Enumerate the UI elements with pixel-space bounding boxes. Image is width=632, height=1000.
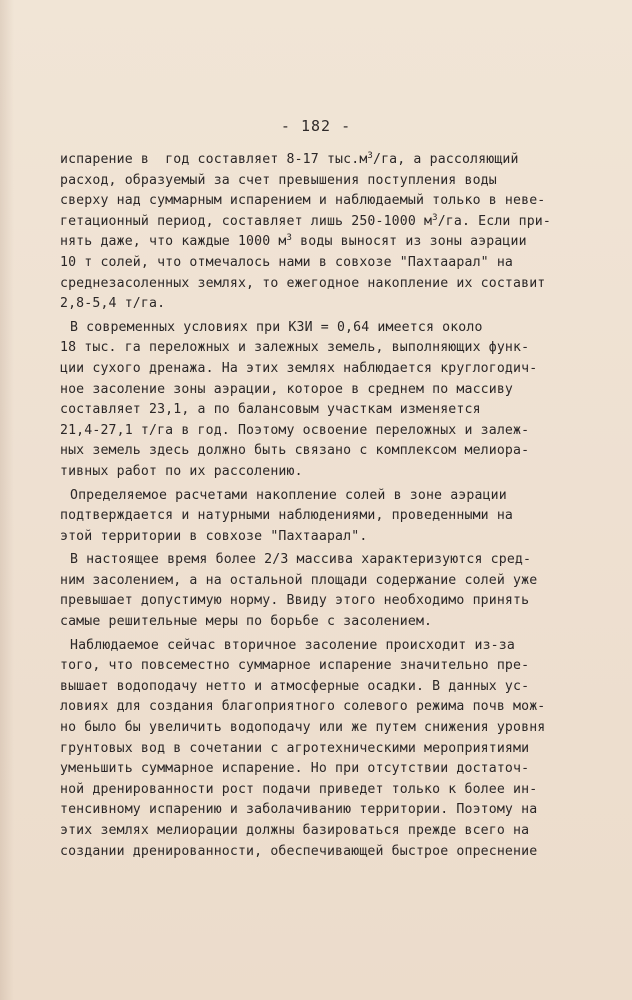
text-line: вышает водоподачу нетто и атмосферные осадки. В данных ус-	[60, 678, 530, 694]
text-line: превышает допустимую норму. Ввиду этого необходимо принять	[60, 593, 530, 609]
text-line: испарение в год составляет 8-17 $тыс.м^3/га$, а рассоляющий	[60, 151, 519, 167]
page-edge-shadow	[0, 0, 14, 1000]
body-text	[60, 150, 600, 865]
text-line: ное засоление зоны аэрации, которое в среднем по массиву	[60, 381, 514, 397]
text-line: ных земель здесь должно быть связано с комплексом мелиора-	[60, 443, 530, 459]
text-line: ловиях для создания благоприятного солевого режима почв мож-	[60, 699, 546, 715]
paragraph-3	[60, 486, 600, 548]
text-line: самые решительные меры по борьбе с засолением.	[60, 614, 433, 630]
text-line: составляет 23,1, а по балансовым участкам изменяется	[60, 402, 481, 418]
text-line: ним засолением, а на остальной площади содержание солей уже	[60, 572, 538, 588]
paragraph-1	[60, 150, 600, 315]
text-line: В настоящее время более 2/3 массива характеризуются сред-	[70, 552, 532, 568]
paragraph-2	[60, 318, 600, 483]
text-line: но было бы увеличить водоподачу или же путем снижения уровня	[60, 720, 546, 736]
text-line: 2,8-5,4 т/га.	[60, 296, 166, 312]
text-line: гетационный период, составляет лишь 250-1000 $м^3/га$. Если при-	[60, 212, 551, 229]
text-line: Наблюдаемое сейчас вторичное засоление происходит из-за	[70, 637, 515, 653]
text-line: тивных работ по их рассолению.	[60, 463, 303, 479]
text-line: нять даже, что каждые 1000 $м^3$ воды выносят из зоны аэрации	[60, 233, 527, 250]
text-line: подтверждается и натурными наблюдениями, проведенными на	[60, 508, 514, 524]
text-line: 18 тыс. га переложных и залежных земель, выполняющих функ-	[60, 340, 530, 356]
text-line: ной дренированности рост подачи приведет только к более ин-	[60, 781, 538, 797]
text-line: ции сухого дренажа. На этих землях наблюдается круглогодич-	[60, 360, 538, 376]
text-line: того, что повсеместно суммарное испарение значительно пре-	[60, 658, 530, 674]
paragraph-4	[60, 550, 600, 632]
text-line: этих землях мелиорации должны базироваться прежде всего на	[60, 823, 530, 838]
text-line: сверху над суммарным испарением и наблюдаемый только в неве-	[60, 193, 546, 209]
text-line: создании дренированности, обеспечивающей быстрое опреснение	[60, 843, 538, 859]
paragraph-5	[60, 636, 600, 863]
text-line: В современных условиях при КЗИ = 0,64 имеется около	[70, 319, 483, 335]
text-line: среднезасоленных землях, то ежегодное накопление их составит	[60, 275, 546, 291]
text-line: грунтовых вод в сочетании с агротехническими мероприятиями	[60, 740, 530, 756]
text-line: 21,4-27,1 т/га в год. Поэтому освоение переложных и залеж-	[60, 422, 530, 438]
text-line: Определяемое расчетами накопление солей в зоне аэрации	[70, 487, 507, 503]
page-number: - 182 -	[280, 117, 352, 135]
text-line: уменьшить суммарное испарение. Но при отсутствии достаточ-	[60, 761, 530, 777]
text-line: расход, образуемый за счет превышения поступления воды	[60, 172, 497, 188]
text-line: тенсивному испарению и заболачиванию территории. Поэтому на	[60, 802, 538, 818]
text-line: 10 т солей, что отмечалось нами в совхозе "Пахтаарал" на	[60, 254, 514, 270]
text-line: этой территории в совхозе "Пахтаарал".	[60, 528, 368, 544]
